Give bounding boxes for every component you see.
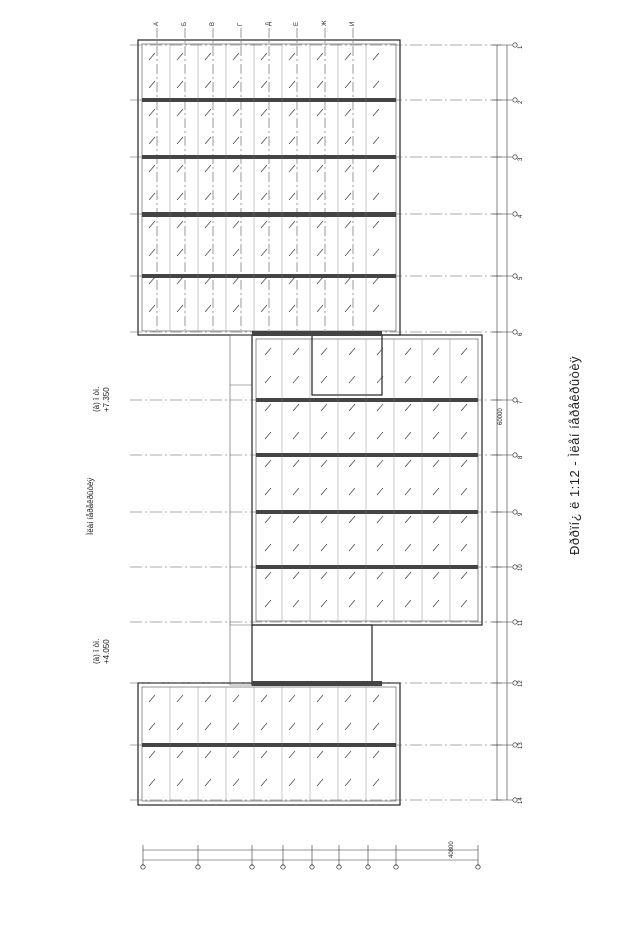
panel-mark (265, 376, 271, 383)
panel-mark (149, 695, 155, 702)
panel-mark (177, 53, 183, 60)
panel-mark (345, 221, 351, 228)
axis-label-right: 14 (518, 797, 524, 804)
hatched-beam (142, 212, 396, 217)
panel-mark (293, 432, 299, 439)
panel-mark (233, 193, 239, 200)
panel-mark (317, 165, 323, 172)
axis-marker-circle (513, 798, 517, 802)
panel-mark (261, 779, 267, 786)
panel-mark (177, 137, 183, 144)
panel-mark (233, 723, 239, 730)
panel-mark (373, 53, 379, 60)
panel-mark (177, 751, 183, 758)
panel-mark (149, 53, 155, 60)
panel-mark (345, 109, 351, 116)
panel-mark (433, 488, 439, 495)
panel-mark (205, 249, 211, 256)
panel-mark (289, 305, 295, 312)
axis-marker-circle (513, 212, 517, 216)
panel-mark (373, 695, 379, 702)
panel-mark (377, 516, 383, 523)
panel-mark (349, 404, 355, 411)
panel-mark (265, 404, 271, 411)
panel-mark (349, 572, 355, 579)
axis-label-top: В (210, 21, 216, 26)
panel-mark (461, 544, 467, 551)
panel-mark (233, 53, 239, 60)
panel-mark (205, 305, 211, 312)
panel-mark (461, 572, 467, 579)
panel-mark (405, 432, 411, 439)
panel-mark (265, 460, 271, 467)
hatched-beam (256, 510, 478, 514)
panel-mark (405, 516, 411, 523)
panel-mark (261, 723, 267, 730)
panel-mark (233, 81, 239, 88)
panel-mark (233, 221, 239, 228)
axis-label-right: 10 (518, 564, 524, 571)
panel-mark (461, 348, 467, 355)
panel-mark (293, 572, 299, 579)
middle-block-outline (252, 335, 482, 625)
axis-label-top: Б (182, 22, 188, 26)
panel-mark (433, 348, 439, 355)
axis-label-top: Г (238, 22, 244, 26)
axis-label-right: 2 (518, 100, 524, 104)
panel-mark (149, 221, 155, 228)
panel-mark (149, 249, 155, 256)
axis-label-right: 5 (518, 276, 524, 280)
panel-mark (289, 137, 295, 144)
panel-mark (433, 460, 439, 467)
panel-mark (433, 516, 439, 523)
panel-mark (345, 277, 351, 284)
panel-mark (321, 348, 327, 355)
panel-mark (293, 516, 299, 523)
dimension-right-total: 60000 (498, 408, 504, 425)
hatched-beam (252, 331, 382, 336)
panel-mark (317, 779, 323, 786)
axis-label-right: 9 (518, 512, 524, 516)
panel-mark (349, 348, 355, 355)
sheet-title: Ðððïí¿ ë 1:12 - Ìëåí íåðåêðûòèÿ (567, 355, 582, 555)
hatched-beam (142, 274, 396, 278)
panel-mark (177, 277, 183, 284)
panel-mark (261, 109, 267, 116)
middle-block-inner (256, 339, 478, 621)
panel-mark (373, 779, 379, 786)
panel-mark (373, 165, 379, 172)
panel-mark (373, 193, 379, 200)
panel-mark (233, 109, 239, 116)
panel-mark (349, 460, 355, 467)
panel-mark (293, 376, 299, 383)
panel-mark (349, 600, 355, 607)
panel-mark (321, 404, 327, 411)
panel-mark (233, 695, 239, 702)
axis-label-top: Ж (322, 20, 328, 26)
panel-mark (177, 81, 183, 88)
panel-mark (349, 488, 355, 495)
panel-mark (177, 695, 183, 702)
panel-mark (461, 404, 467, 411)
panel-mark (261, 305, 267, 312)
panel-mark (177, 305, 183, 312)
panel-mark (265, 516, 271, 523)
panel-mark (345, 137, 351, 144)
panel-mark (317, 53, 323, 60)
panel-mark (261, 137, 267, 144)
panel-mark (345, 751, 351, 758)
panel-mark (149, 305, 155, 312)
panel-mark (373, 305, 379, 312)
panel-mark (373, 221, 379, 228)
hatched-beam (252, 681, 382, 686)
panel-mark (289, 53, 295, 60)
middle-stair-upper (312, 335, 382, 395)
panel-mark (289, 723, 295, 730)
panel-mark (349, 432, 355, 439)
panel-mark (205, 81, 211, 88)
panel-mark (261, 81, 267, 88)
axis-label-top: Е (294, 21, 300, 26)
panel-mark (261, 221, 267, 228)
panel-mark (149, 277, 155, 284)
panel-mark (293, 460, 299, 467)
axis-label-top: Д (266, 21, 272, 26)
panel-mark (373, 109, 379, 116)
panel-mark (405, 460, 411, 467)
axis-label-right: 11 (518, 619, 524, 626)
panel-mark (265, 572, 271, 579)
panel-mark (265, 544, 271, 551)
panel-mark (345, 695, 351, 702)
panel-mark (261, 277, 267, 284)
hatched-beam (142, 98, 396, 102)
panel-mark (289, 81, 295, 88)
panel-mark (321, 488, 327, 495)
panel-mark (461, 432, 467, 439)
axis-marker-circle (513, 510, 517, 514)
hatched-beam (256, 453, 478, 457)
panel-mark (293, 544, 299, 551)
panel-mark (149, 779, 155, 786)
panel-mark (461, 516, 467, 523)
panel-mark (405, 572, 411, 579)
panel-mark (345, 305, 351, 312)
panel-mark (205, 53, 211, 60)
axis-marker-circle (513, 43, 517, 47)
panel-mark (261, 249, 267, 256)
hatched-beam (142, 155, 396, 159)
hatched-beam (256, 398, 478, 402)
panel-mark (289, 221, 295, 228)
axis-label-right: 6 (518, 332, 524, 336)
panel-mark (321, 572, 327, 579)
panel-mark (261, 751, 267, 758)
panel-mark (317, 277, 323, 284)
panel-mark (261, 53, 267, 60)
axis-marker-circle (513, 98, 517, 102)
panel-mark (373, 81, 379, 88)
panel-mark (149, 193, 155, 200)
panel-mark (289, 109, 295, 116)
axis-label-right: 1 (518, 45, 524, 49)
panel-mark (317, 193, 323, 200)
panel-mark (349, 544, 355, 551)
panel-mark (373, 277, 379, 284)
hatched-beam (142, 743, 396, 747)
panel-mark (265, 600, 271, 607)
panel-mark (373, 137, 379, 144)
panel-mark (317, 695, 323, 702)
panel-mark (177, 109, 183, 116)
panel-mark (205, 277, 211, 284)
panel-mark (289, 751, 295, 758)
panel-mark (289, 193, 295, 200)
panel-mark (349, 376, 355, 383)
panel-mark (205, 221, 211, 228)
panel-mark (261, 695, 267, 702)
panel-mark (233, 779, 239, 786)
panel-mark (321, 516, 327, 523)
panel-mark (149, 165, 155, 172)
panel-mark (373, 249, 379, 256)
panel-mark (289, 277, 295, 284)
panel-mark (205, 695, 211, 702)
panel-mark (345, 779, 351, 786)
panel-mark (345, 53, 351, 60)
axis-marker-circle (513, 330, 517, 334)
panel-mark (149, 751, 155, 758)
panel-mark (345, 249, 351, 256)
hatched-beams (142, 44, 478, 801)
panel-mark (405, 600, 411, 607)
panel-mark (345, 81, 351, 88)
panel-mark (233, 305, 239, 312)
connection-outline (230, 335, 252, 685)
panel-mark (345, 193, 351, 200)
panel-mark (461, 460, 467, 467)
panel-mark (205, 109, 211, 116)
floor-panel-marks (149, 53, 467, 786)
panel-mark (317, 221, 323, 228)
panel-mark (149, 723, 155, 730)
level-lower-name: (à) î òì. (92, 638, 101, 664)
panel-mark (345, 723, 351, 730)
panel-mark (405, 488, 411, 495)
panel-mark (433, 432, 439, 439)
panel-mark (377, 544, 383, 551)
panel-mark (373, 751, 379, 758)
panel-mark (405, 348, 411, 355)
level-lower-value: +4.050 (102, 639, 111, 664)
panel-mark (461, 376, 467, 383)
panel-mark (265, 488, 271, 495)
panel-mark (433, 404, 439, 411)
panel-mark (349, 516, 355, 523)
panel-mark (317, 249, 323, 256)
panel-mark (177, 193, 183, 200)
panel-mark (233, 751, 239, 758)
panel-mark (377, 460, 383, 467)
panel-mark (293, 404, 299, 411)
panel-mark (205, 751, 211, 758)
axis-marker-circle (513, 565, 517, 569)
panel-mark (321, 460, 327, 467)
panel-mark (377, 488, 383, 495)
panel-mark (317, 723, 323, 730)
panel-mark (433, 544, 439, 551)
panel-mark (433, 376, 439, 383)
panel-mark (345, 165, 351, 172)
axis-marker-circle (513, 155, 517, 159)
panel-mark (149, 81, 155, 88)
plan-caption: Ìëàí íåðåêðûòèÿ (86, 477, 95, 535)
panel-mark (433, 600, 439, 607)
panel-mark (317, 81, 323, 88)
axis-marker-circle (513, 620, 517, 624)
level-upper-name: (à) î òì. (92, 386, 101, 412)
panel-mark (205, 193, 211, 200)
panel-mark (377, 572, 383, 579)
panel-mark (377, 600, 383, 607)
panel-mark (293, 348, 299, 355)
panel-mark (177, 165, 183, 172)
axis-label-top: А (154, 21, 160, 26)
panel-mark (293, 488, 299, 495)
panel-mark (377, 404, 383, 411)
panel-mark (433, 572, 439, 579)
panel-mark (321, 432, 327, 439)
panel-mark (265, 348, 271, 355)
panel-mark (405, 404, 411, 411)
panel-mark (317, 305, 323, 312)
panel-mark (233, 137, 239, 144)
panel-mark (405, 544, 411, 551)
panel-mark (205, 723, 211, 730)
axis-label-right: 12 (518, 680, 524, 687)
panel-mark (321, 600, 327, 607)
level-upper-value: +7.350 (102, 387, 111, 412)
panel-mark (461, 488, 467, 495)
panel-mark (205, 137, 211, 144)
panel-mark (205, 779, 211, 786)
panel-mark (265, 432, 271, 439)
panel-mark (149, 109, 155, 116)
hatched-beam (256, 565, 478, 569)
panel-mark (177, 249, 183, 256)
panel-mark (317, 109, 323, 116)
panel-mark (261, 193, 267, 200)
dimension-bottom-total: 40800 (449, 841, 455, 858)
panel-mark (177, 723, 183, 730)
axis-label-right: 7 (518, 400, 524, 404)
panel-mark (405, 376, 411, 383)
axis-marker-circle (513, 743, 517, 747)
axis-label-right: 13 (518, 742, 524, 749)
axis-label-top: И (350, 21, 356, 26)
panel-mark (373, 723, 379, 730)
axis-label-right: 4 (518, 214, 524, 218)
axis-label-right: 8 (518, 455, 524, 459)
panel-mark (289, 165, 295, 172)
panel-mark (321, 544, 327, 551)
panel-mark (289, 695, 295, 702)
axis-marker-circle (513, 274, 517, 278)
panel-mark (317, 137, 323, 144)
panel-mark (293, 600, 299, 607)
panel-mark (377, 432, 383, 439)
axis-label-right: 3 (518, 157, 524, 161)
panel-mark (149, 137, 155, 144)
panel-mark (233, 249, 239, 256)
panel-mark (321, 376, 327, 383)
panel-mark (461, 600, 467, 607)
middle-stair-lower (252, 625, 372, 685)
panel-mark (233, 277, 239, 284)
panel-mark (177, 779, 183, 786)
panel-mark (317, 751, 323, 758)
panel-mark (205, 165, 211, 172)
axis-marker-circle (513, 398, 517, 402)
axis-marker-circle (513, 681, 517, 685)
panel-mark (177, 221, 183, 228)
axis-marker-circle (513, 453, 517, 457)
panel-mark (261, 165, 267, 172)
panel-mark (289, 249, 295, 256)
panel-mark (289, 779, 295, 786)
panel-mark (233, 165, 239, 172)
